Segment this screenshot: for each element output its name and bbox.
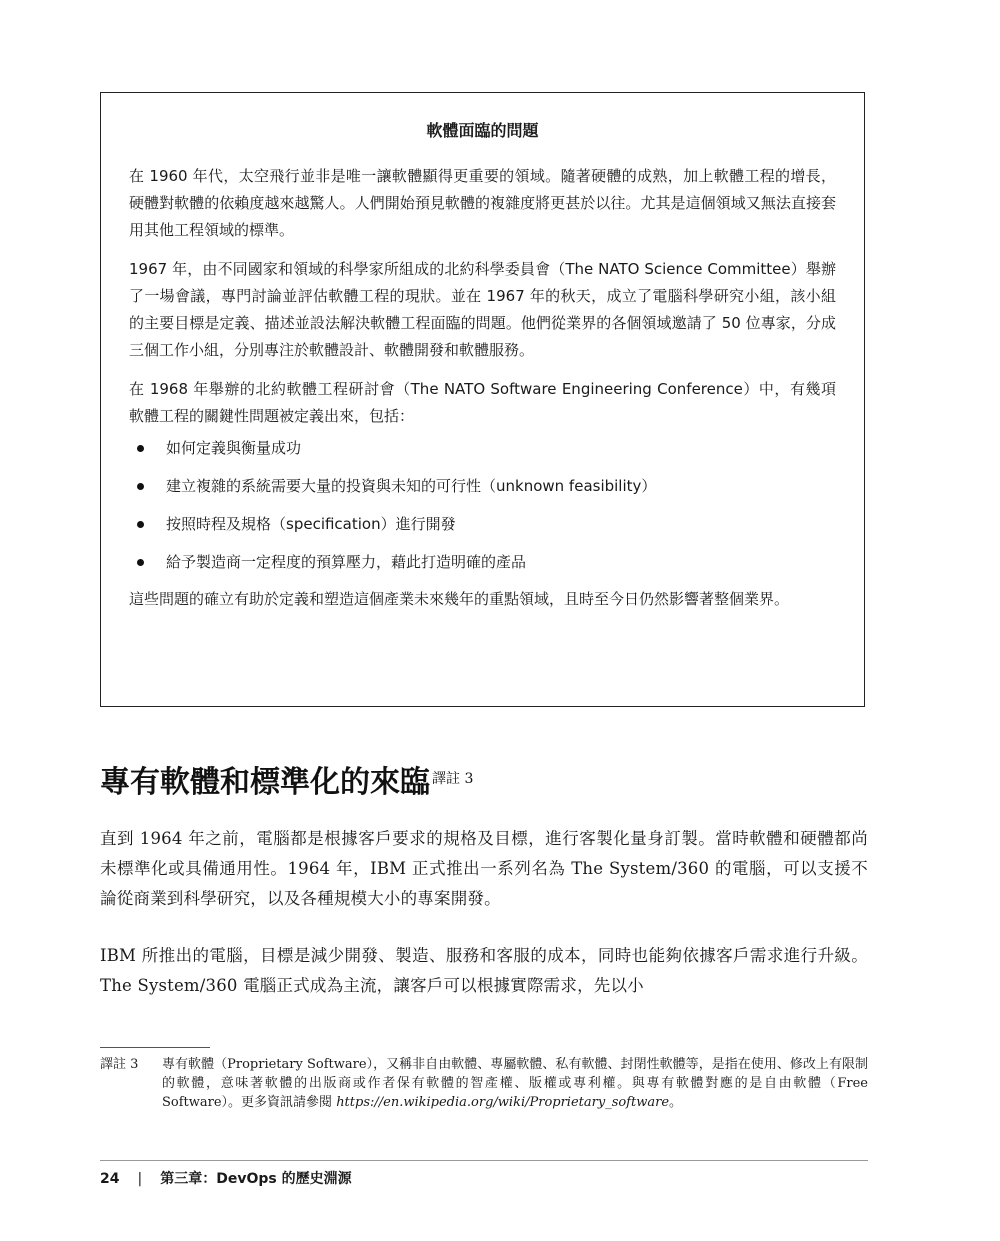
body-paragraph-2: IBM 所推出的電腦，目標是減少開發、製造、服務和客服的成本，同時也能夠依據客戶需求進行升級。The System/360 電腦正式成為主流，讓客戶可以根據實際需求，先以小 [100,946,868,995]
body-paragraph-1: 直到 1964 年之前，電腦都是根據客戶要求的規格及目標，進行客製化量身訂製。當時軟體和硬體都尚未標準化或具備通用性。1964 年，IBM 正式推出一系列名為 The System/360 的電腦，可以支援不論從商業到科學研究，以及各種規模大小的專案開發。 [100,829,868,908]
list-item-text: 按照時程及規格（specification）進行開發 [166,515,456,533]
sidebar-paragraph-1: 在 1960 年代，太空飛行並非是唯一讓軟體顯得更重要的領域。隨著硬體的成熟，加上軟體工程的增長，硬體對軟體的依賴度越來越驚人。人們開始預見軟體的複雜度將更甚於以往。尤其是這個領域又無法直接套用其他工程領域的標準。 [129,167,836,239]
list-item [129,472,836,500]
sidebar-box [100,92,865,707]
footnote [100,1055,868,1112]
bullet-icon [137,559,144,566]
sidebar-bullet-list [129,434,836,576]
bullet-icon [137,445,144,452]
list-item [129,548,836,576]
footnote-divider [100,1047,210,1048]
chapter-title: 第三章：DevOps 的歷史淵源 [160,1171,352,1187]
footer-separator: | [137,1171,143,1187]
footer-divider [100,1160,868,1161]
footnote-label: 譯註 3 [100,1057,139,1072]
list-item-text: 如何定義與衡量成功 [166,439,302,457]
bullet-icon [137,521,144,528]
page-footer [100,1168,352,1190]
sidebar-title: 軟體面臨的問題 [426,121,539,140]
sidebar-paragraph-2: 1967 年，由不同國家和領域的科學家所組成的北約科學委員會（The NATO Science Committee）舉辦了一場會議，專門討論並評估軟體工程的現狀。並在 1967 年的秋天，成立了電腦科學研究小組，該小組的主要目標是定義、描述並設法解決軟體工程面臨的問題。他們從業界的各個領域邀請了 50 位專家，分成三個工作小組，分別專注於軟體設計、軟體開發和軟體服務。 [129,260,836,359]
list-item [129,510,836,538]
section-heading [100,762,473,804]
translator-note-ref: 譯註 3 [432,771,474,787]
list-item [129,434,836,462]
list-item-text: 建立複雜的系統需要大量的投資與未知的可行性（unknown feasibility） [166,477,657,495]
footnote-url: https://en.wikipedia.org/wiki/Proprietary_software [336,1095,670,1110]
sidebar-paragraph-4: 這些問題的確立有助於定義和塑造這個產業未來幾年的重點領域，且時至今日仍然影響著整個業界。 [129,590,790,608]
footnote-text [162,1055,868,1112]
section-heading-text: 專有軟體和標準化的來臨 [100,765,430,800]
bullet-icon [137,483,144,490]
list-item-text: 給予製造商一定程度的預算壓力，藉此打造明確的產品 [166,553,527,571]
sidebar-paragraph-3: 在 1968 年舉辦的北約軟體工程研討會（The NATO Software Engineering Conference）中，有幾項軟體工程的關鍵性問題被定義出來，包括： [129,380,836,425]
footnote-end: 。 [669,1095,683,1110]
page-number: 24 [100,1171,120,1187]
footnote-body: 專有軟體（Proprietary Software），又稱非自由軟體、專屬軟體、私有軟體、封閉性軟體等，是指在使用、修改上有限制的軟體，意味著軟體的出版商或作者保有軟體的智產權、版權或專利權。與專有軟體對應的是自由軟體（Free Software）。更多資訊請參閱 [162,1057,868,1110]
